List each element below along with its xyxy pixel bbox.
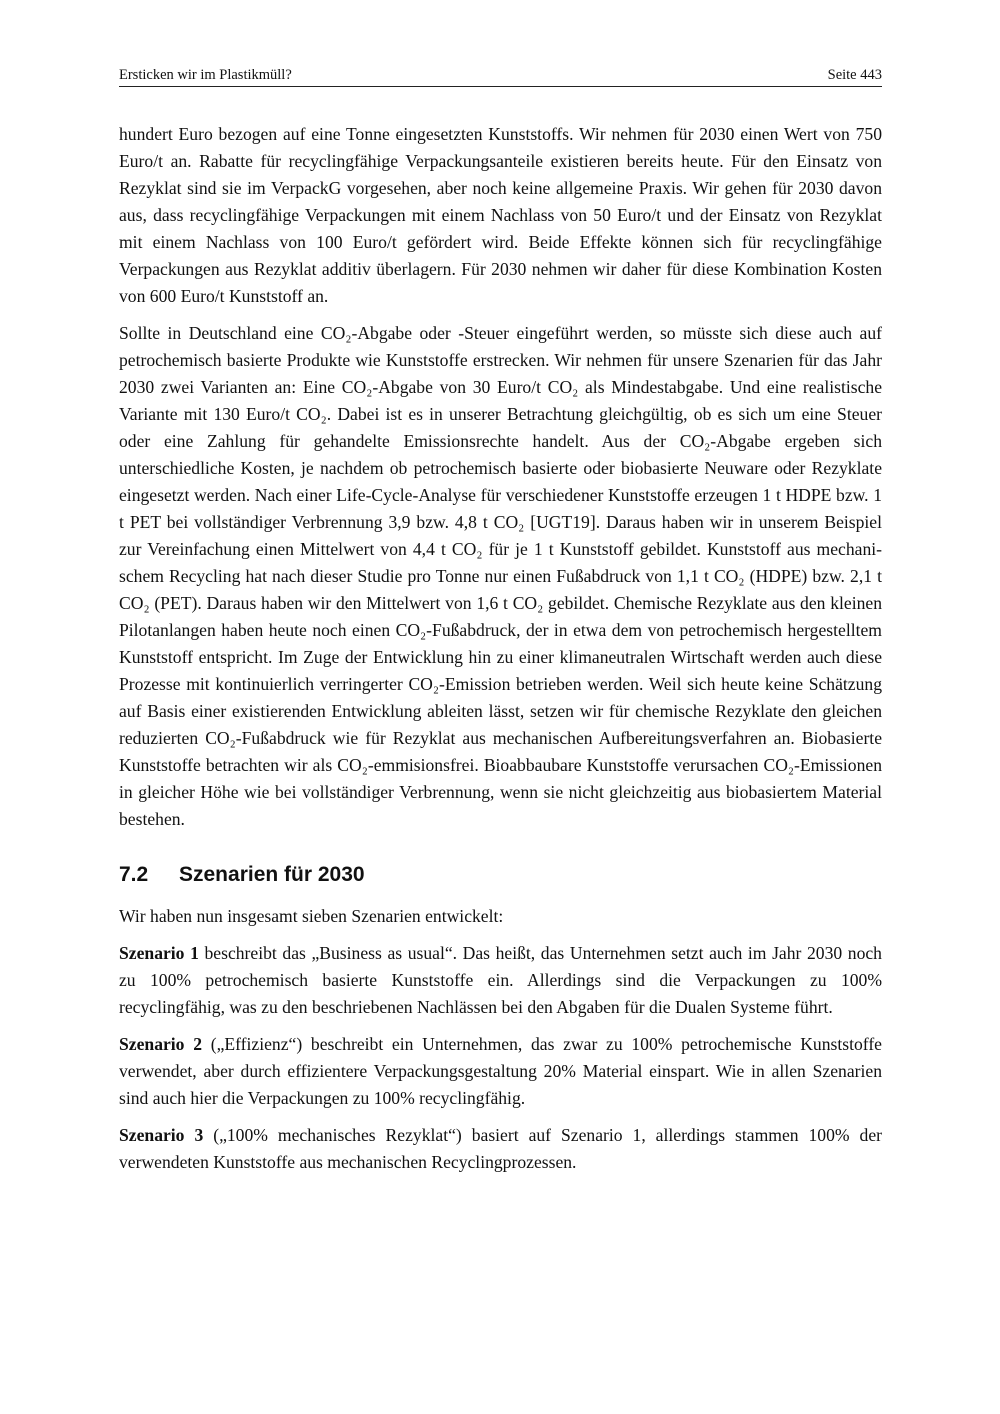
running-header (119, 66, 882, 87)
scenario-2-paragraph (119, 1031, 882, 1112)
scenario-1-label: Szenario 1 (119, 943, 199, 963)
section-number: 7.2 (119, 863, 149, 886)
scenario-3-paragraph (119, 1122, 882, 1176)
scenario-1-text: beschreibt das „Business as usual“. Das heißt, das Unternehmen setzt auch im Jahr 2030 noch zu 100% petrochemisch basierte Kunststoffe ein. Allerdings sind die Verpackungen zu 100% recyclingfähig, was zu den beschriebenen Nachlässen bei den Abgaben für die Dualen Systeme führt. (119, 943, 882, 1017)
section-heading (119, 861, 882, 888)
section-title: Szenarien für 2030 (179, 863, 365, 886)
scenario-1-paragraph (119, 940, 882, 1021)
scenario-3-label: Szenario 3 (119, 1125, 204, 1145)
scenario-2-label: Szenario 2 (119, 1034, 202, 1054)
scenario-3-text: („100% mechanisches Rezyklat“) basiert auf Szenario 1, allerdings stammen 100% der verwendeten Kunststoffe aus mechanischen Recyclingprozessen. (119, 1125, 882, 1172)
header-page-number: Seite 443 (827, 67, 882, 83)
paragraph-fees: hundert Euro bezogen auf eine Tonne eingesetzten Kunststoffs. Wir nehmen für 2030 einen Wert von 750 Euro/t an. Rabatte für recyclingfähige Verpackungsanteile existieren bereits heute. Für den Einsatz von Rezyklat sind sie im VerpackG vorgesehen, aber noch keine allgemeine Praxis. Wir gehen für 2030 davon aus, dass recyclingfähige Verpackungen mit einem Nachlass von 50 Euro/t und der Einsatz von Rezyklat mit einem Nachlass von 100 Euro/t gefördert wird. Beide Effekte können sich für recyclingfähige Verpackungen aus Rezyklat additiv überlagern. Für 2030 nehmen wir daher für diese Kombination Kosten von 600 Euro/t Kunststoff an. (119, 124, 882, 306)
header-title: Ersticken wir im Plastikmüll? (119, 67, 292, 83)
paragraph-co2-levy: Sollte in Deutschland eine CO₂-Abgabe oder -Steuer eingeführt werden, so müsste sich diese auch auf petrochemisch basierte Produkte wie Kunststoffe erstrecken. Wir nehmen für unsere Szenarien für das Jahr 2030 zwei Varianten an: Eine CO₂-Abgabe von 30 Euro/t CO₂ als Mindestabgabe. Und eine realistische Variante mit 130 Euro/t CO₂. Dabei ist es in unserer Betrachtung gleichgültig, ob es sich um eine Steuer oder eine Zahlung für gehandelte Emissionsrechte handelt. Aus der CO₂-Abgabe ergeben sich unterschiedliche Kosten, je nachdem ob petrochemisch basierte oder biobasierte Neuware oder Rezyklate eingesetzt werden. Nach einer Life-Cycle-Analyse für verschiedener Kunststoffe erzeugen 1 t HDPE bzw. 1 t PET bei vollständiger Verbrennung 3,9 bzw. 4,8 t CO₂ [UGT19]. Daraus haben wir in unserem Beispiel zur Vereinfachung einen Mittelwert von 4,4 t CO₂ für je 1 t Kunststoff gebildet. Kunststoff aus mechanischem Recycling hat nach dieser Studie pro Tonne nur einen Fußabdruck von 1,1 t CO₂ (HDPE) bzw. 2,1 t CO₂ (PET). Daraus haben wir den Mittelwert von 1,6 t CO₂ gebildet. Chemische Rezyklate aus den kleinen Pilotanlangen haben heute noch einen CO₂-Fußabdruck, der in etwa dem von petrochemisch hergestelltem Kunststoff entspricht. Im Zuge der Entwicklung hin zu einer klimaneutralen Wirtschaft werden auch diese Prozesse mit kontinuierlich verringerter CO₂-Emission betrieben werden. Weil sich heute keine Schätzung auf Basis einer existierenden Entwicklung ableiten lässt, setzen wir für chemische Rezyklate den gleichen reduzierten CO₂-Fußabdruck wie für Rezyklat aus mechanischen Aufbereitungsverfahren an. Biobasierte Kunststoffe betrachten wir als CO₂-emmisionsfrei. Bioabbaubare Kunststoffe verursachen CO₂-Emissionen in gleicher Höhe wie bei vollständiger Verbrennung, wenn sie nicht gleichzeitig aus biobasiertem Material bestehen. (119, 323, 882, 829)
section-intro: Wir haben nun insgesamt sieben Szenarien entwickelt: (119, 906, 504, 926)
body-text (119, 121, 882, 1186)
scenario-2-text: („Effizienz“) beschreibt ein Unternehmen, das zwar zu 100% petrochemische Kunststoffe verwendet, aber durch effizientere Verpackungsgestaltung 20% Material einspart. Wie in allen Szenarien sind auch hier die Verpackungen zu 100% recyclingfähig. (119, 1034, 882, 1108)
